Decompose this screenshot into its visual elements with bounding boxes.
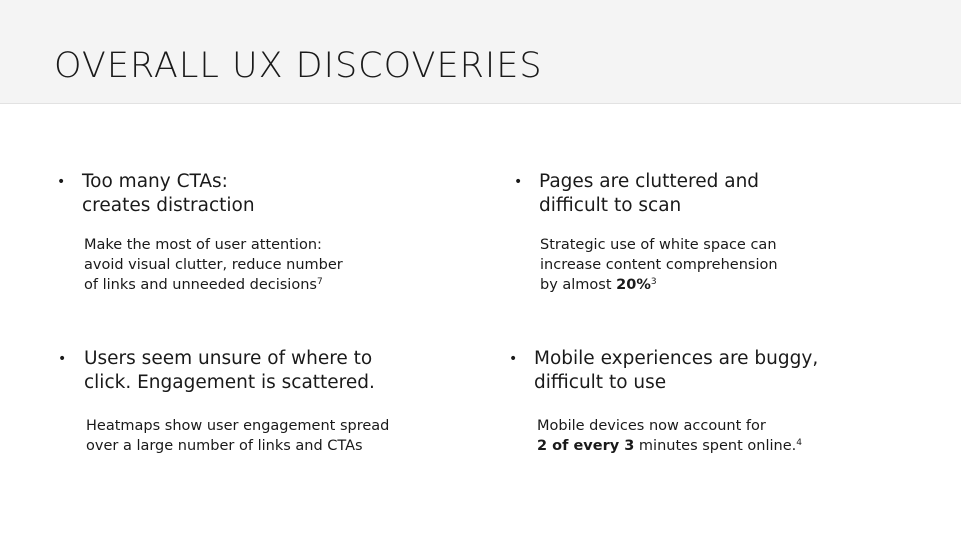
detail-line: Strategic use of white space can [540, 237, 777, 253]
slide-title: OVERALL UX DISCOVERIES [54, 46, 543, 86]
heading-line: difficult to use [534, 372, 667, 393]
detail-line: Mobile devices now account for [537, 418, 766, 434]
title-band [0, 0, 961, 104]
detail-line: Make the most of user attention: [84, 237, 322, 253]
detail-line-last [84, 275, 343, 295]
heading-line: Pages are cluttered and [539, 171, 760, 192]
finding-detail [540, 235, 778, 295]
heading-line: click. Engagement is scattered. [84, 372, 375, 393]
bullet-icon: • [509, 351, 518, 367]
finding-too-many-ctas [57, 170, 477, 310]
heading-line: Too many CTAs: [82, 171, 228, 192]
detail-text: minutes spent online. [634, 438, 797, 454]
finding-users-unsure [58, 347, 498, 467]
detail-line: over a large number of links and CTAs [86, 438, 363, 454]
footnote-marker: 7 [316, 277, 323, 287]
heading-line: difficult to scan [539, 195, 682, 216]
heading-line: Mobile experiences are buggy, [534, 348, 819, 369]
detail-emphasis: 2 of every 3 [537, 438, 635, 454]
heading-line: creates distraction [82, 195, 255, 216]
finding-heading [539, 170, 759, 218]
detail-line-last [537, 436, 802, 456]
footnote-marker: 3 [650, 277, 657, 287]
detail-line: avoid visual clutter, reduce number [84, 257, 343, 273]
bullet-icon: • [57, 174, 66, 190]
detail-text: by almost [540, 277, 617, 293]
finding-mobile-buggy [509, 347, 939, 467]
detail-line: increase content comprehension [540, 257, 778, 273]
finding-heading [534, 347, 818, 395]
detail-line: Heatmaps show user engagement spread [86, 418, 390, 434]
finding-cluttered-pages [514, 170, 934, 310]
finding-detail [537, 416, 802, 456]
detail-text: of links and unneeded decisions [84, 277, 317, 293]
detail-line-last [540, 275, 778, 295]
finding-heading [84, 347, 375, 395]
footnote-marker: 4 [796, 438, 802, 448]
detail-emphasis: 20% [616, 277, 651, 293]
heading-line: Users seem unsure of where to [84, 348, 373, 369]
finding-detail [86, 416, 389, 456]
finding-detail [84, 235, 343, 295]
bullet-icon: • [514, 174, 523, 190]
finding-heading [82, 170, 255, 218]
bullet-icon: • [58, 351, 67, 367]
